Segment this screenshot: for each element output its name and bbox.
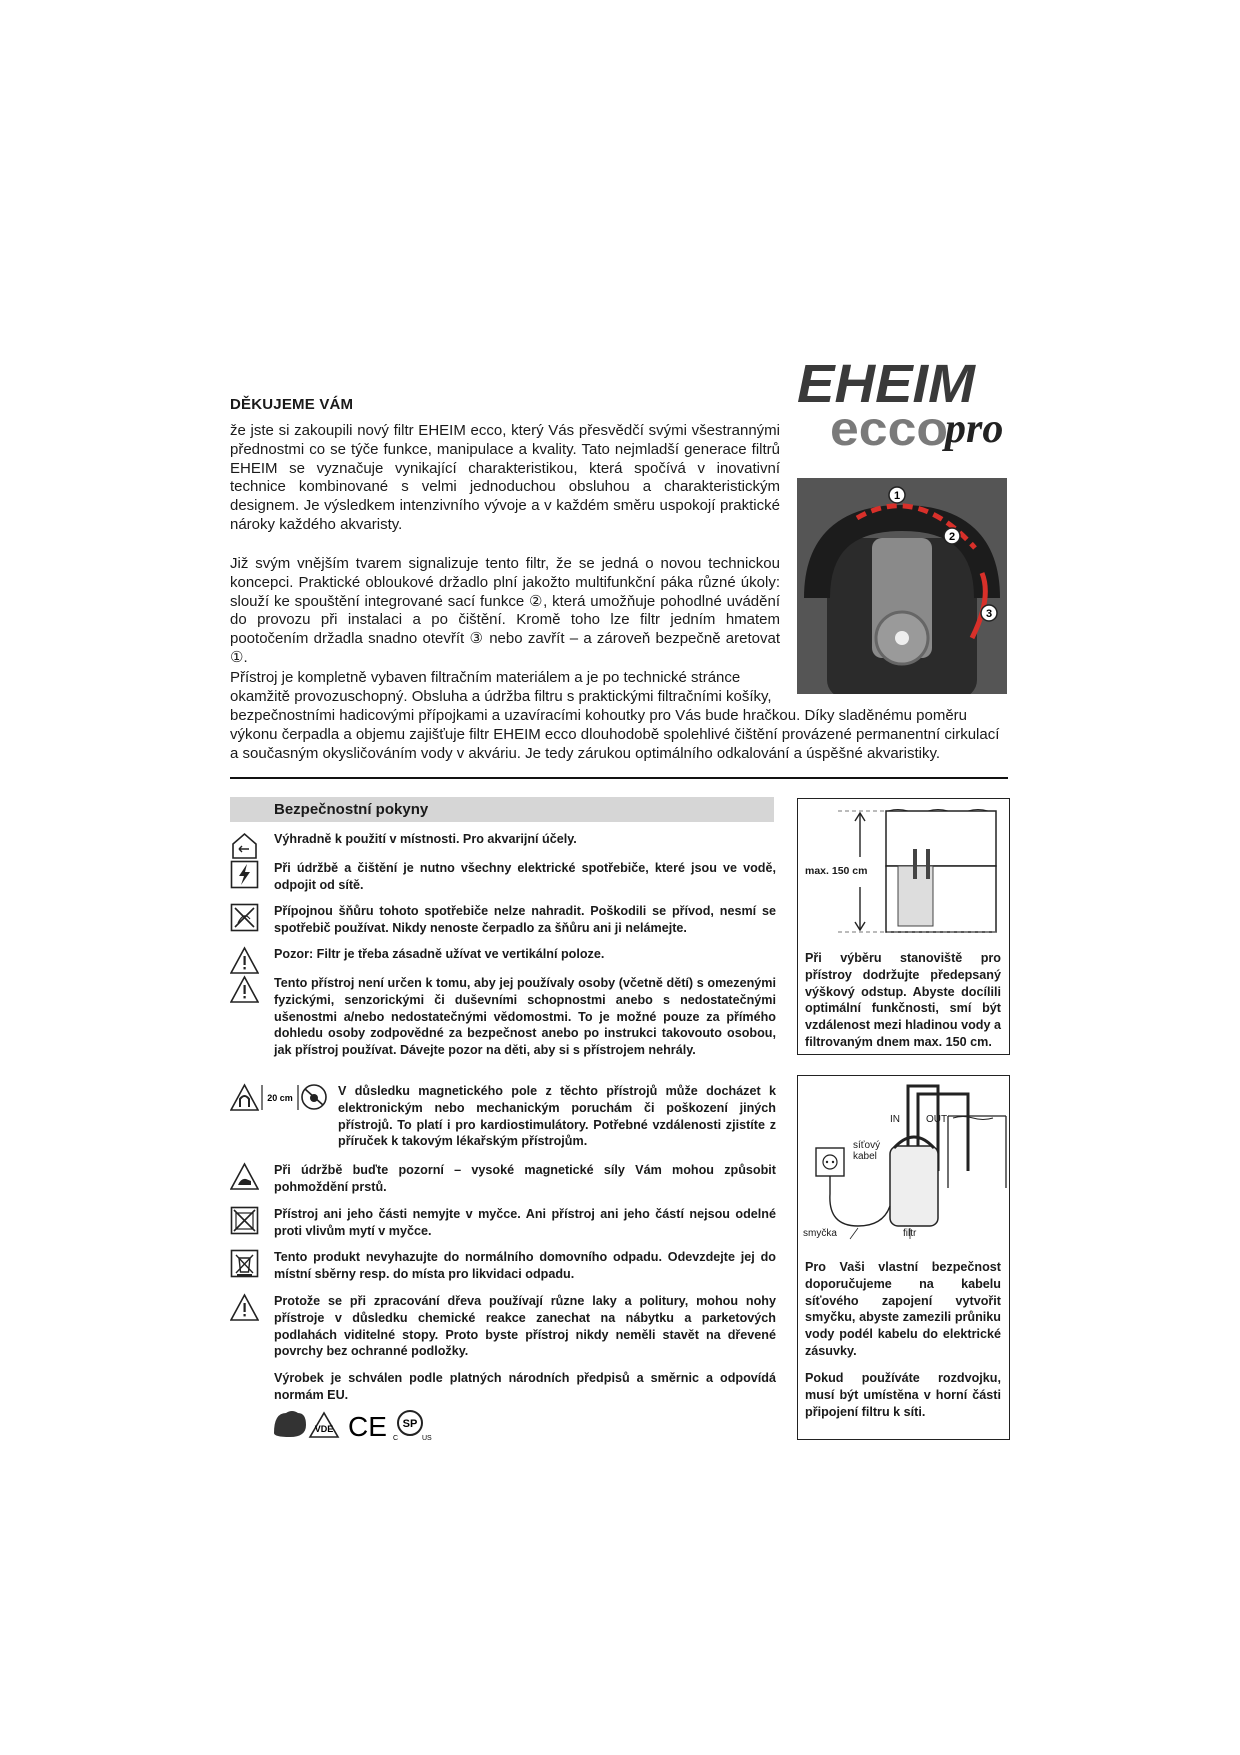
safety-item [230, 1083, 776, 1153]
in-label: IN [890, 1114, 900, 1125]
cable-label: síťový kabel [853, 1140, 881, 1162]
cable-loop-diagram [798, 1076, 1009, 1251]
no-cord-replace-icon [230, 903, 259, 932]
cable-loop-info-box [797, 1075, 1010, 1440]
eheim-ecco-pro-logo [795, 350, 1025, 460]
warning-icon [230, 975, 259, 1004]
safety-item [230, 1249, 776, 1283]
electric-hazard-icon [230, 860, 259, 889]
indoor-use-icon [230, 831, 259, 860]
safety-text: Protože se při zpracování dřeva používají různe laky a politury, mohou nohy přístroje v důsledku chemické reakce zanechat na nábytku a parketových podlahách viditelné stopy. Proto byste přístroj nikdy neměli stavět na dřevené povrchy bez ochranné podložky. [274, 1294, 776, 1359]
filter-label: filtr [903, 1228, 917, 1239]
safety-text: Přípojnou šňůru tohoto spotřebiče nelze nahradit. Poškodili se přívod, nesmí se spotřebič používat. Nikdy nenoste čerpadlo za šňůru ani ji nelámejte. [274, 904, 776, 935]
safety-text: V důsledku magnetického pole z těchto přístrojů může docházet k elektronickým nebo mechanickým poruchám či poškození jiných přístrojů. To platí i pro kardiostimulátory. Potřebné vzdálenosti zjistíte z příruček k takovým lékařským přístrojům. [338, 1084, 776, 1149]
distance-label: 20 cm [267, 1093, 293, 1103]
svg-text:SP: SP [402, 1418, 418, 1430]
distance-pacemaker-icon [261, 1083, 331, 1112]
csa-us-mark: US [422, 1435, 432, 1441]
height-info-text: Při výběru stanoviště pro přístroy dodržujte předepsaný výškový odstup. Abyste docílili optimální funkčnosti, smí být vzdálenost mezi hladinou vody a filtrovaným dnem max. 150 cm. [805, 951, 1001, 1049]
power-strip-text: Pokud používáte rozdvojku, musí být umístěna v horní části připojení filtru k síti. [805, 1371, 1001, 1419]
vde-mark: VDE [314, 1424, 334, 1434]
marker-3: 3 [985, 608, 993, 620]
logo-variant: pro [945, 406, 1004, 452]
safety-text: Pozor: Filtr je třeba zásadně užívat ve vertikální poloze. [274, 947, 605, 961]
safety-item [230, 946, 776, 968]
certification-marks [272, 1407, 442, 1441]
magnet-warning-icon [230, 1083, 259, 1112]
safety-item [230, 903, 776, 937]
logo-product: ecco [830, 403, 948, 456]
safety-text: Přístroj ani jeho části nemyjte v myčce. Ani přístroj ani jeho částí nejsou odelné proti vlivům mytí v myčce. [274, 1207, 776, 1238]
safety-item [230, 975, 776, 1075]
warning-icon [230, 946, 259, 975]
cable-loop-text: Pro Vaši vlastní bezpečnost doporučujeme na kabelu síťového zapojení vytvořit smyčku, abyste zamezili průniku vody podél kabelu do elektrické zásuvky. [805, 1260, 1001, 1358]
safety-item [230, 1293, 776, 1361]
intro-paragraph-1: že jste si zakoupili nový filtr EHEIM ecco, který Vás přesvědčí svými všestrannými přednostmi co se týče funkce, manipulace a kvality. Tato nejmladší generace filtrů EHEIM se vyznačuje vynikající charakteristikou, která spočívá v inovativní technice kombinované s velmi jednoduchou obsluhou a charakteristickým designem. Je výsledkem intenzivního vývoje a v každém směru uspokojí praktické nároky každého akvaristy. [230, 422, 780, 533]
warning-icon [230, 1293, 259, 1322]
height-label: max. 150 cm [805, 865, 868, 877]
safety-item [230, 831, 776, 853]
intro-heading: DĚKUJEME VÁM [230, 396, 354, 413]
height-info-box [797, 798, 1010, 1055]
section-divider [230, 777, 1008, 779]
safety-approval [230, 1370, 776, 1404]
intro-paragraph-3-continued: bezpečnostními hadicovými přípojkami a uzavíracími kohoutky pro Vás bude hračkou. Díky sladěnému poměru výkonu čerpadla a objemu zajišťuje filtr EHEIM ecco dlouhodobě spolehlivé čištění provázené permanentní cirkulací a současným okysličováním vody v akváriu. Je tedy zárukou optimálního odkalování a úspěšné akvaristiky. [230, 707, 1000, 762]
filter-product-image [797, 478, 1007, 694]
csa-c-mark: C [393, 1435, 399, 1441]
marker-1: 1 [893, 490, 901, 502]
approval-text: Výrobek je schválen podle platných národních předpisů a směrnic a odpovídá normám EU. [274, 1371, 776, 1402]
safety-text: Tento přístroj není určen k tomu, aby jej používaly osoby (včetně dětí) s omezenými fyzickými, senzorickými či duševními schopnostmi anebo s nedostatečnými ušenostmi a/nebo nedostatečnými vědomostmi. To je možné pouze za přímého dohledu osoby zodpovědné za bezpečnost anebo po instrukci takovouto osobou, jak přístroj používat. Dávejte pozor na děti, aby si s přístrojem nehrály. [274, 976, 776, 1058]
safety-item [230, 1162, 776, 1196]
weee-bin-icon [230, 1249, 259, 1278]
hand-crush-warning-icon [230, 1162, 259, 1191]
safety-text: Výhradně k použití v místnosti. Pro akvarijní účely. [274, 832, 577, 846]
intro-paragraph-2: Již svým vnějším tvarem signalizuje tento filtr, že se jedná o novou technickou koncepci. Praktické obloukové držadlo plní jakožto multifunkční páka různé úkoly: slouží ke spouštění integrované sací funkce ②, která umožňuje pohodlné uvádění do provozu při instalaci a po čištění. Kromě toho lze filtr jedním hmatem pootočením držadla snadno otevřít ③ nebo zavřít – a zároveň bezpečně aretovat ①. [230, 555, 780, 666]
loop-label: smyčka [803, 1228, 837, 1239]
marker-2: 2 [948, 531, 956, 543]
intro-paragraph-3: Přístroj je kompletně vybaven filtračním materiálem a je po technické stránce okamžitě provozuschopný. Obsluha a údržba filtru s praktickými filtračními košíky, [230, 669, 772, 705]
safety-text: Při údržbě buďte pozorní – vysoké magnetické síly Vám mohou způsobit pohmoždění prstů. [274, 1163, 776, 1194]
logo-brand: EHEIM [797, 354, 977, 414]
out-label: OUT [926, 1114, 948, 1125]
gs-mark-icon [274, 1411, 306, 1437]
no-dishwasher-icon [230, 1206, 259, 1235]
safety-item [230, 1206, 776, 1240]
safety-item [230, 860, 776, 894]
safety-title: Bezpečnostní pokyny [274, 801, 429, 818]
safety-text: Při údržbě a čištění je nutno všechny elektrické spotřebiče, které jsou ve vodě, odpojit od sítě. [274, 861, 776, 892]
safety-text: Tento produkt nevyhazujte do normálního domovního odpadu. Odevzdejte jej do místní sběrny resp. do místa pro likvidaci odpadu. [274, 1250, 776, 1281]
ce-mark: CE [348, 1411, 387, 1441]
